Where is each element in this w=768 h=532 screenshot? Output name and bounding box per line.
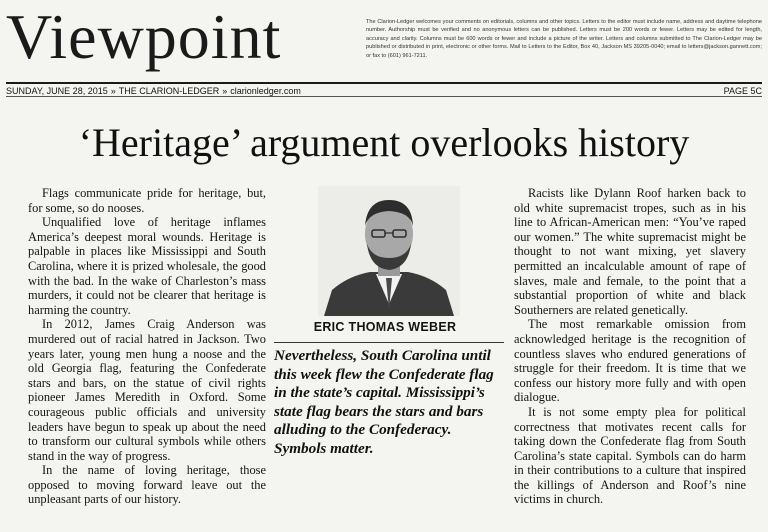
author-photo [318, 186, 460, 316]
paragraph: Racists like Dylann Roof harken back to old white supremacist tropes, such as in his line to African-American men: “You’ve raped our women.” The white supremacist might be thought to not want mixing, yet slavery permitted an incalculable amount of rape of slaves, male and female, to the point that a substantial proportion of white and black Southerners are related genetically. [514, 186, 746, 317]
paper-name: THE CLARION-LEDGER [118, 86, 220, 96]
article-headline: ‘Heritage’ argument overlooks history [78, 120, 690, 165]
dateline-bar [6, 82, 762, 96]
pull-quote: Nevertheless, South Carolina until this week flew the Confederate flag in the state’s capital. Mississippi’s state flag bears the stars and bars alluding to the Confederacy. Symbols matter. [274, 342, 504, 459]
dateline-left [6, 86, 301, 96]
paragraph: The most remarkable omission from acknowledged heritage is the recognition of countless slaves who endured generations of struggle for their freedom. It is time that we confess our history more fully and with open dialogue. [514, 317, 746, 405]
author-portrait-image [318, 186, 460, 316]
article-column-right [514, 186, 746, 507]
paper-website: clarionledger.com [230, 86, 301, 96]
letters-policy-note: The Clarion-Ledger welcomes your comments on editorials, columns and other topics. Letters to the editor must include name, address and daytime telephone number. Authorship must be verified and no anonymous letters can be published. Letters must be 200 words or fewer. Letters may be edited for length, accuracy and clarity. Columns must be 600 words or fewer and include a picture of the writer. Letters and columns submitted to The Clarion-Ledger may be published or distributed in print, electronic or other forms. Mail to Letters to the Editor, Box 40, Jackson MS 39205-0040; email to letters@jackson.gannett.com; or fax to (601) 961-7211. [366, 19, 762, 59]
paragraph: Unqualified love of heritage inflames America’s deepest moral wounds. Heritage is palpable in places like Mississippi and South Carolina, where it is prized wholesale, the good with the bad. In the wake of Charleston’s mass murders, it could not be clearer that heritage is harming the country. [28, 215, 266, 317]
paragraph: In 2012, James Craig Anderson was murdered out of racial hatred in Jackson. Two years later, young men hung a noose and the old Georgia flag, featuring the Confederate stars and bars, on the statue of civil rights pioneer James Meredith in Oxford. Some courageous public officials and university leaders have begun to speak up about the need to transform our cultural symbols while others stand in the way of progress. [28, 317, 266, 463]
section-title: Viewpoint [6, 1, 282, 72]
divider-rule [6, 96, 762, 97]
author-byline: ERIC THOMAS WEBER [313, 320, 457, 334]
article-column-left [28, 186, 266, 507]
separator-2: » [222, 86, 228, 96]
page-number: PAGE 5C [723, 86, 762, 96]
separator-1: » [110, 86, 116, 96]
paragraph: In the name of loving heritage, those opposed to moving forward leave out the unpleasant parts of our history. [28, 463, 266, 507]
issue-date: SUNDAY, JUNE 28, 2015 [6, 86, 108, 96]
paragraph: It is not some empty plea for political correctness that motivates recent calls for taking down the Confederate flag from South Carolina’s state capital. Symbols can do harm in their contributions to a culture that inspired the killings of Anderson and Roof’s nine victims in church. [514, 404, 746, 507]
paragraph: Flags communicate pride for heritage, but, for some, so do nooses. [28, 186, 266, 215]
